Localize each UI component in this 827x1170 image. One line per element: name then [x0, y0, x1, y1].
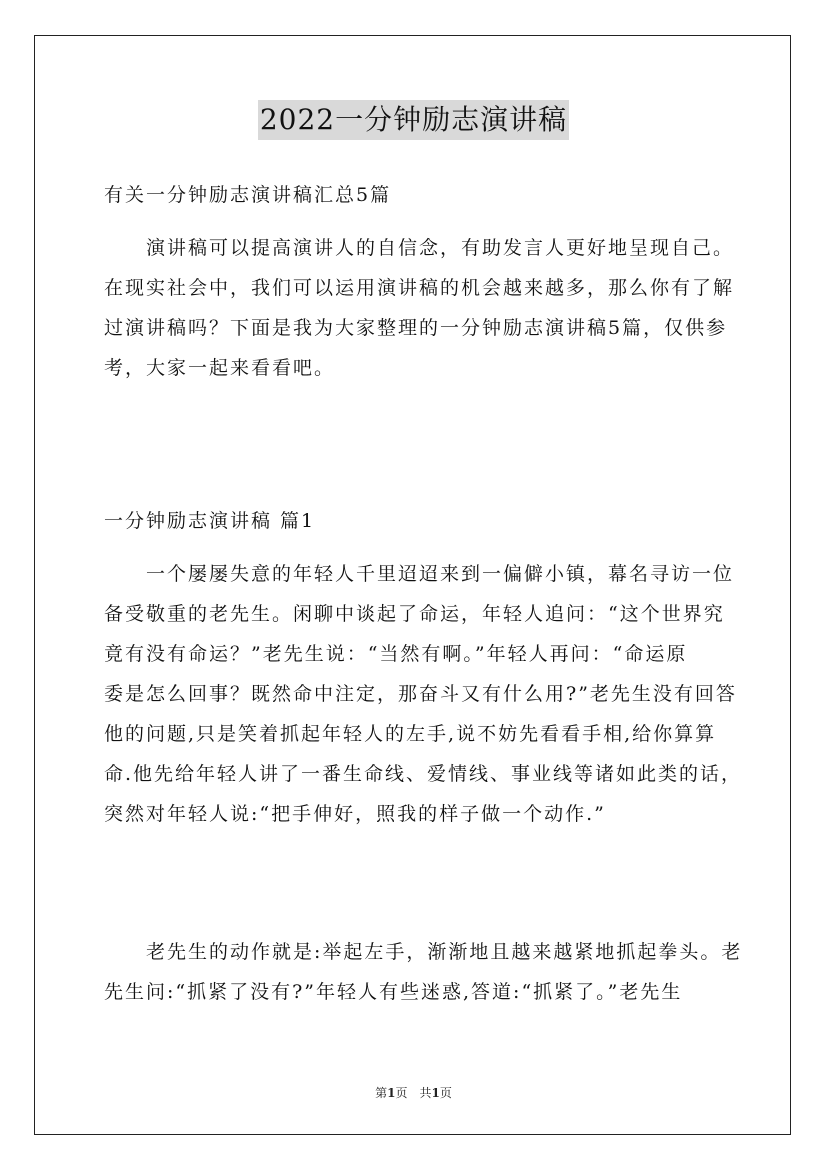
section-paragraph-1	[104, 554, 744, 834]
paragraph-line: 一个屡屡失意的年轻人千里迢迢来到一偏僻小镇，幕名寻访一位	[104, 563, 735, 585]
paragraph-line: 他的问题,只是笑着抓起年轻人的左手,说不妨先看看手相,给你算算	[104, 723, 717, 745]
document-title: 2022一分钟励志演讲稿	[258, 100, 569, 140]
section-paragraph-2	[104, 932, 744, 1012]
paragraph-line: 老先生的动作就是:举起左手，渐渐地且越来越紧地抓起拳头。老	[104, 941, 743, 963]
paragraph-line: 竟有没有命运？”老先生说：“当然有啊。”年轻人再问：“命运原	[104, 643, 688, 665]
footer-suffix: 页	[439, 1086, 452, 1100]
title-wrap	[0, 100, 827, 140]
section-heading: 一分钟励志演讲稿 篇1	[104, 510, 316, 532]
paragraph-line: 先生问:“抓紧了没有?”年轻人有些迷惑,答道:“抓紧了。”老先生	[104, 981, 683, 1003]
footer-page-total: 1	[431, 1086, 440, 1100]
paragraph-line: 突然对年轻人说:“把手伸好，照我的样子做一个动作.”	[104, 803, 606, 825]
intro-line: 过演讲稿吗？下面是我为大家整理的一分钟励志演讲稿5篇，仅供参	[104, 317, 728, 339]
intro-line: 演讲稿可以提高演讲人的自信念，有助发言人更好地呈现自己。	[104, 237, 735, 259]
intro-line: 在现实社会中，我们可以运用演讲稿的机会越来越多，那么你有了解	[104, 277, 735, 299]
paragraph-line: 备受敬重的老先生。闲聊中谈起了命运，年轻人追问：“这个世界究	[104, 603, 725, 625]
intro-heading: 有关一分钟励志演讲稿汇总5篇	[104, 184, 392, 206]
paragraph-line: 命.他先给年轻人讲了一番生命线、爱情线、事业线等诸如此类的话，	[104, 763, 743, 785]
intro-line: 考，大家一起来看看吧。	[104, 357, 336, 379]
intro-paragraph	[104, 228, 744, 388]
section-heading-block	[104, 502, 744, 540]
intro-heading-block	[104, 176, 744, 214]
footer-prefix: 第	[375, 1086, 388, 1100]
page-footer	[0, 1084, 827, 1101]
footer-mid: 页 共	[395, 1086, 432, 1100]
footer-page-number: 1	[387, 1086, 396, 1100]
paragraph-line: 委是怎么回事？既然命中注定，那奋斗又有什么用?”老先生没有回答	[104, 683, 737, 705]
